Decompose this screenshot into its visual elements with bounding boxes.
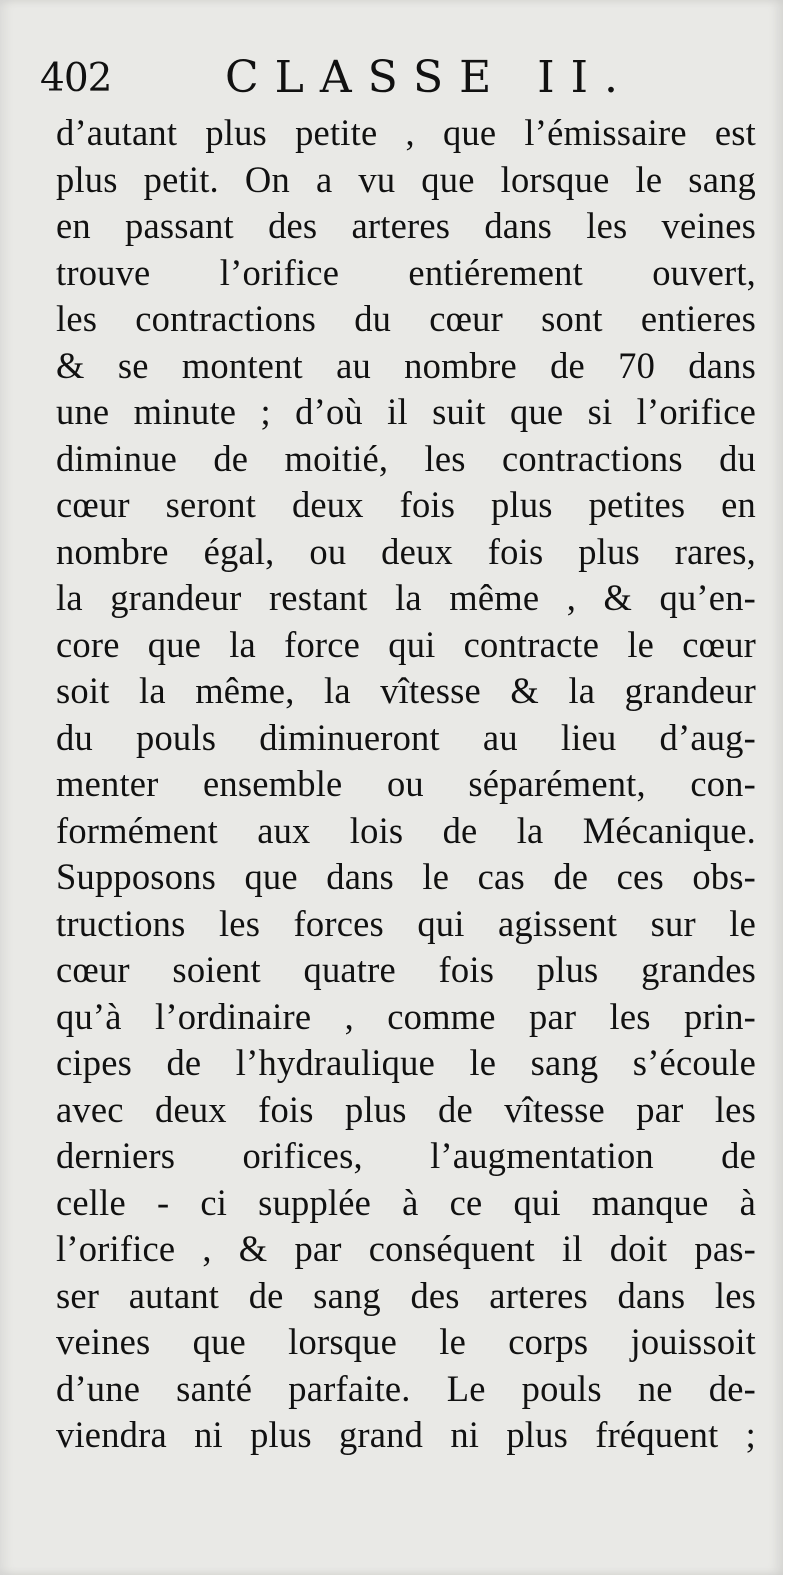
body-text	[56, 110, 756, 1459]
text-line: la grandeur restant la même , & qu’en-	[56, 577, 756, 618]
text-line: menter ensemble ou séparément, con-	[56, 763, 756, 804]
text-line: cipes de l’hydraulique le sang s’écoule	[56, 1042, 756, 1083]
text-line: core que la force qui contracte le cœur	[56, 623, 756, 665]
text-line: & se montent au nombre de 70 dans	[56, 344, 756, 386]
text-line: l’orifice , & par conséquent il doit pas-	[56, 1228, 756, 1269]
text-line: celle - ci supplée à ce qui manque à	[56, 1181, 756, 1223]
text-line: trouve l’orifice entiérement ouvert,	[56, 251, 756, 293]
text-line: plus petit. On a vu que lorsque le sang	[56, 158, 756, 200]
text-line: viendra ni plus grand ni plus fréquent ;	[56, 1414, 756, 1455]
text-line: d’autant plus petite , que l’émissaire est	[56, 112, 756, 153]
text-line: ser autant de sang des arteres dans les	[56, 1274, 756, 1316]
text-line: diminue de moitié, les contractions du	[56, 437, 756, 479]
text-line: en passant des arteres dans les veines	[56, 205, 756, 246]
text-line: derniers orifices, l’augmentation de	[56, 1135, 756, 1176]
text-line: qu’à l’ordinaire , comme par les prin-	[56, 995, 756, 1037]
running-title: CLASSE II.	[225, 52, 635, 103]
text-line: du pouls diminueront au lieu d’aug-	[56, 716, 756, 758]
text-line: cœur soient quatre fois plus grandes	[56, 949, 756, 990]
page-edge-margin	[783, 0, 800, 1575]
text-line: Supposons que dans le cas de ces obs-	[56, 856, 756, 897]
text-line: les contractions du cœur sont entieres	[56, 298, 756, 339]
text-line: cœur seront deux fois plus petites en	[56, 484, 756, 525]
text-line: avec deux fois plus de vîtesse par les	[56, 1088, 756, 1130]
page-number: 402	[40, 56, 112, 101]
text-line: tructions les forces qui agissent sur le	[56, 902, 756, 944]
text-line: une minute ; d’où il suit que si l’orifice	[56, 391, 756, 432]
text-line: nombre égal, ou deux fois plus rares,	[56, 530, 756, 572]
text-line: veines que lorsque le corps jouissoit	[56, 1321, 756, 1362]
page-header	[40, 52, 740, 103]
text-line: formément aux lois de la Mécanique.	[56, 809, 756, 851]
text-line: soit la même, la vîtesse & la grandeur	[56, 670, 756, 711]
text-line: d’une santé parfaite. Le pouls ne de-	[56, 1367, 756, 1409]
